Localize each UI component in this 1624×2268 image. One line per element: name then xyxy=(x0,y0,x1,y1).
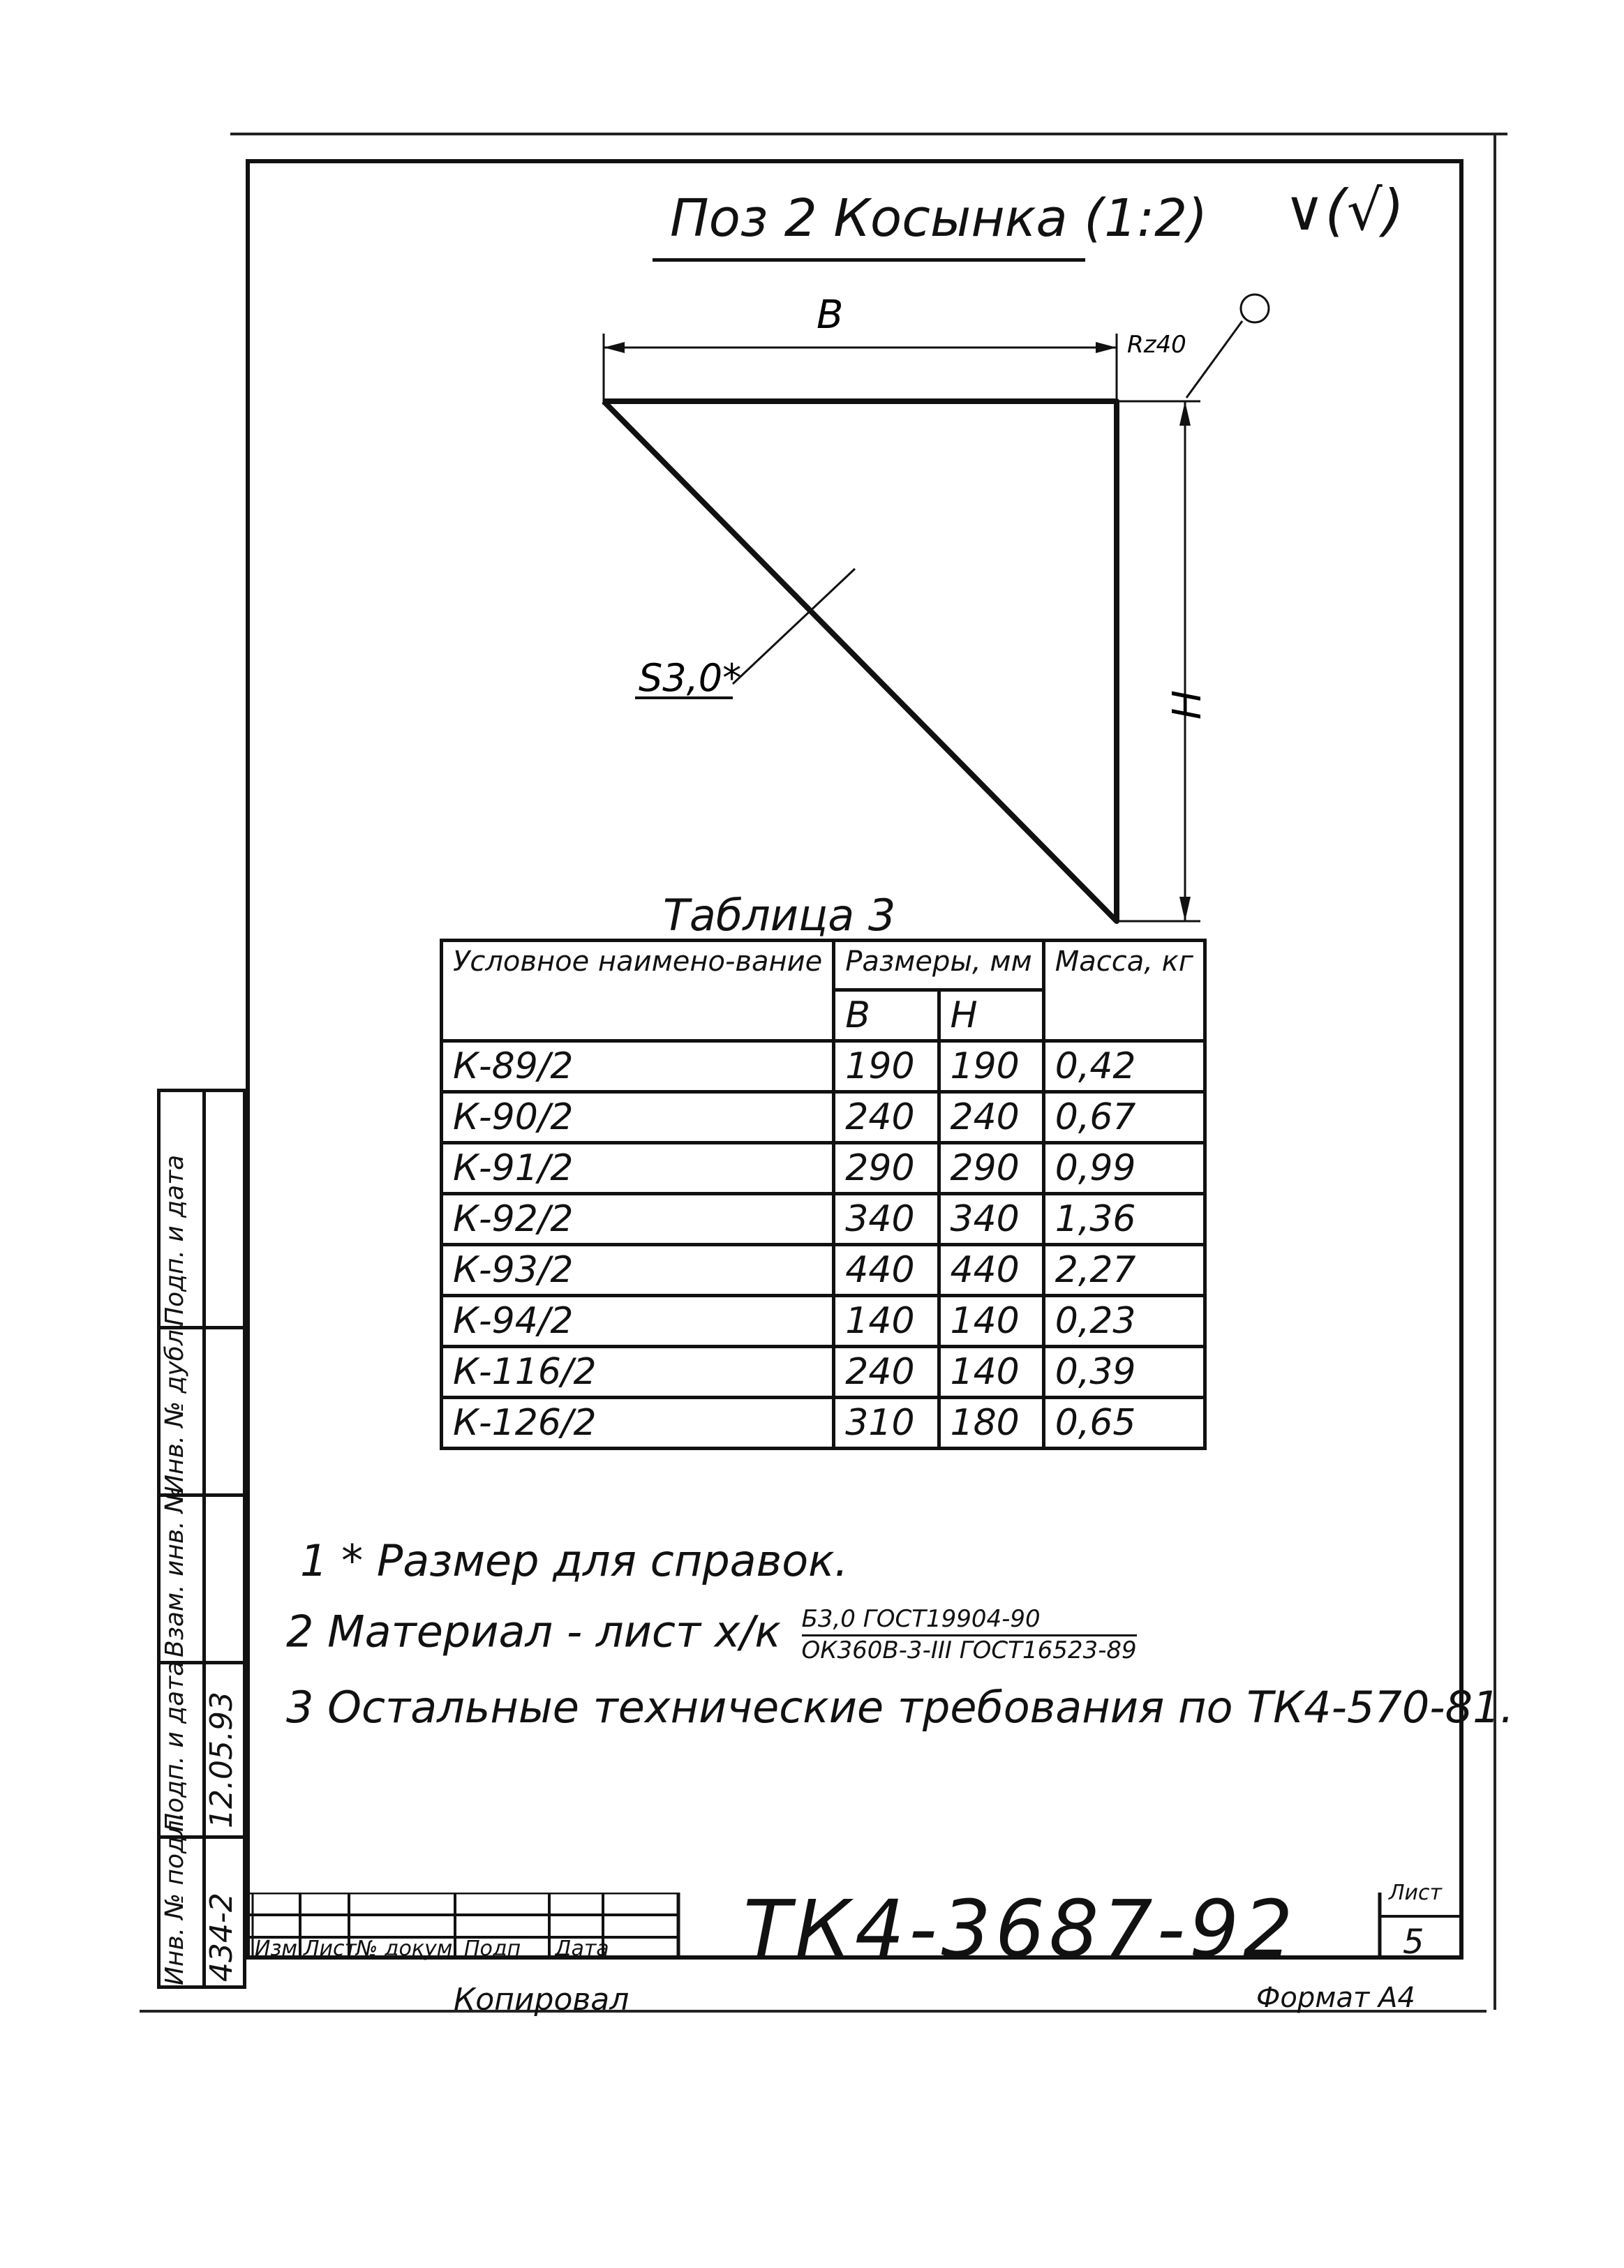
title-underline xyxy=(653,258,1085,262)
cell-b: 240 xyxy=(834,1092,939,1143)
cell-b: 240 xyxy=(834,1347,939,1398)
dim-b-arrow-right xyxy=(1096,342,1117,353)
note-1: 1 * Размер для справок. xyxy=(300,1535,849,1586)
table-row xyxy=(442,1245,1205,1296)
cell-b: 440 xyxy=(834,1245,939,1296)
cell-h: 290 xyxy=(939,1143,1043,1194)
cell-mass: 0,99 xyxy=(1043,1143,1205,1194)
table-row xyxy=(442,1194,1205,1245)
note-2 xyxy=(286,1605,1137,1664)
cell-name: К-126/2 xyxy=(442,1398,834,1449)
cell-h: 180 xyxy=(939,1398,1043,1449)
cell-mass: 1,36 xyxy=(1043,1194,1205,1245)
roughness-label: Rz40 xyxy=(1127,331,1186,359)
table-header-row xyxy=(442,941,1205,990)
table-row xyxy=(442,1398,1205,1449)
sheet-label: Лист xyxy=(1389,1881,1443,1905)
material-fraction xyxy=(802,1605,1137,1664)
roughness-circle xyxy=(1241,294,1269,322)
cell-h: 340 xyxy=(939,1194,1043,1245)
cell-name: К-89/2 xyxy=(442,1041,834,1092)
cell-name: К-94/2 xyxy=(442,1296,834,1347)
size-table xyxy=(440,939,1207,1450)
cell-b: 310 xyxy=(834,1398,939,1449)
header-h: H xyxy=(939,990,1043,1041)
side-label-inv-podl: Инв. № подл. xyxy=(161,1812,189,1985)
cell-name: К-91/2 xyxy=(442,1143,834,1194)
header-b: B xyxy=(834,990,939,1041)
dim-h-arrow-top xyxy=(1179,401,1191,426)
cell-h: 440 xyxy=(939,1245,1043,1296)
cell-mass: 0,39 xyxy=(1043,1347,1205,1398)
tb-col-doc: № докум xyxy=(356,1937,453,1961)
table-row xyxy=(442,1092,1205,1143)
sheet-number: 5 xyxy=(1403,1923,1424,1962)
cell-mass: 0,42 xyxy=(1043,1041,1205,1092)
note-3: 3 Остальные технические требования по ТК4-570-81. xyxy=(286,1682,1514,1733)
dim-h-label: H xyxy=(1165,689,1210,720)
cell-b: 290 xyxy=(834,1143,939,1194)
cell-name: К-93/2 xyxy=(442,1245,834,1296)
cell-b: 190 xyxy=(834,1041,939,1092)
cell-mass: 0,23 xyxy=(1043,1296,1205,1347)
document-code: ТК4-3687-92 xyxy=(743,1884,1297,1975)
cell-h: 240 xyxy=(939,1092,1043,1143)
table-caption: Таблица 3 xyxy=(663,890,896,941)
roughness-leader xyxy=(1186,321,1242,398)
side-label-inv-dubl: Инв. № дубл. xyxy=(161,1321,189,1493)
side-inv-value: 434-2 xyxy=(204,1893,239,1982)
cell-b: 340 xyxy=(834,1194,939,1245)
table-row xyxy=(442,1296,1205,1347)
header-mass: Масса, кг xyxy=(1043,941,1205,1041)
header-sizes: Размеры, мм xyxy=(834,941,1043,990)
dim-b-label: B xyxy=(817,293,844,338)
side-label-podp-data-2: Подп. и дата xyxy=(161,1660,189,1832)
cell-name: К-90/2 xyxy=(442,1092,834,1143)
tb-col-izm: Изм xyxy=(255,1937,298,1961)
cell-mass: 2,27 xyxy=(1043,1245,1205,1296)
format-label: Формат А4 xyxy=(1256,1982,1415,2014)
tb-col-list: Лист xyxy=(304,1937,357,1961)
table-row xyxy=(442,1347,1205,1398)
gusset-drawing xyxy=(572,293,1340,963)
header-name: Условное наимено-вание xyxy=(442,941,834,1041)
cell-h: 190 xyxy=(939,1041,1043,1092)
side-date-value: 12.05.93 xyxy=(204,1692,239,1828)
cell-h: 140 xyxy=(939,1347,1043,1398)
cell-b: 140 xyxy=(834,1296,939,1347)
thickness-label: S3,0* xyxy=(639,656,742,700)
side-label-vzam-inv: Взам. инв. № xyxy=(161,1486,189,1657)
material-numerator: Б3,0 ГОСТ19904-90 xyxy=(802,1605,1137,1636)
tb-col-data: Дата xyxy=(555,1937,609,1961)
side-stamp-divider xyxy=(202,1092,206,1985)
outer-top-line xyxy=(230,133,1507,135)
drawing-title: Поз 2 Косынка (1:2) xyxy=(670,188,1208,248)
cell-name: К-92/2 xyxy=(442,1194,834,1245)
cell-mass: 0,67 xyxy=(1043,1092,1205,1143)
table-row xyxy=(442,1041,1205,1092)
tb-col-podp: Подп xyxy=(464,1937,521,1961)
surface-roughness-mark: ∨(√) xyxy=(1284,178,1404,243)
table-row xyxy=(442,1143,1205,1194)
note-2-text: 2 Материал - лист х/к xyxy=(286,1606,781,1657)
side-label-podp-data-1: Подп. и дата xyxy=(161,1154,189,1326)
thickness-leader xyxy=(733,569,855,684)
cell-name: К-116/2 xyxy=(442,1347,834,1398)
cell-h: 140 xyxy=(939,1296,1043,1347)
material-denominator: ОК360В-3-III ГОСТ16523-89 xyxy=(801,1636,1137,1664)
dim-h-arrow-bottom xyxy=(1179,897,1191,921)
cell-mass: 0,65 xyxy=(1043,1398,1205,1449)
dim-b-arrow-left xyxy=(604,342,625,353)
copied-by-label: Копировал xyxy=(454,1982,630,2017)
